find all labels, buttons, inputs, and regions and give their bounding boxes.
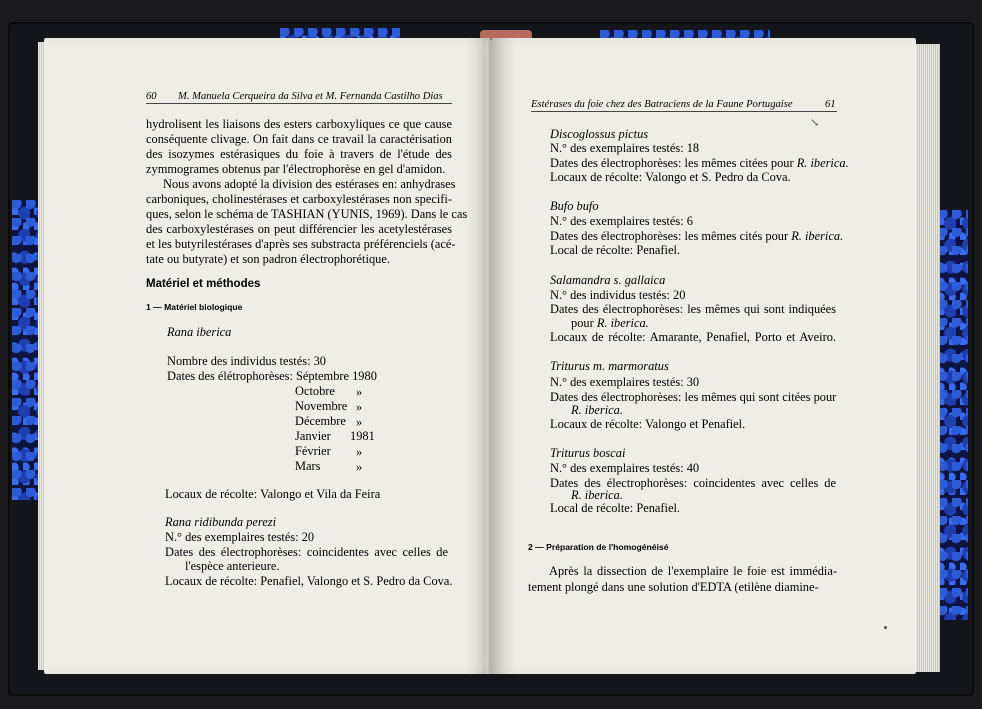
marbled-edge-right [938,210,968,620]
intro-line-1: hydrolisent les liaisons des esters carboxyliques ce que cause [146,117,452,131]
ink-mark: ↘ [810,117,820,129]
species-individuals: N.° des exemplaires testés: 6 [550,214,693,228]
species-dates: Dates des électrophorèses: coincidentes avec celles de [550,476,836,490]
species-dates: Dates des électrophorèses: les mêmes cités pour R. iberica. [550,229,844,243]
month-mark: » [356,400,363,414]
species-locality: Locaux de récolte: Valongo et Penafiel. [550,417,746,431]
species-individuals: N.° des exemplaires testés: 20 [165,530,315,544]
species-locality: Locaux de récolte: Valongo et S. Pedro da Cova. [550,170,791,184]
left-page-number: 60 [146,91,157,102]
page-block-right [914,44,940,672]
month-label: Mars [295,459,321,473]
species-locality: Locaux de récolte: Valongo et Vila da Feira [165,487,381,501]
species-dates-cont: pour R. iberica. [571,316,649,330]
species-dates: Dates des électrophorèses: les mêmes qui sont indiquées [550,302,836,316]
species-locality: Local de récolte: Penafiel. [550,243,681,257]
subsection-heading-1: 1 — Matériel biologique [146,302,243,312]
right-running-title: Estérases du foie chez des Batraciens de la Faune Portugaise [531,99,793,110]
species-locality: Local de récolte: Penafiel. [550,501,681,515]
species-name: Triturus m. marmoratus [550,359,669,373]
month-mark: » [356,445,363,459]
intro-line-3: des isozymes estérasiques du foie à travers de l'étude des [146,147,452,161]
species-locality: Locaux de récolte: Penafiel, Valongo et S. Pedro da Cova. [165,574,453,588]
month-label: Janvier [295,429,331,443]
intro-line-4: zymmogrames obtenus par l'électrophorèse en gel d'amidon. [146,162,446,176]
species-dates: Dates des électrophorèses: coincidentes avec celles de [165,545,448,559]
species-individuals: N.° des exemplaires testés: 18 [550,141,700,155]
closing-line-1: Après la dissection de l'exemplaire le foie est immédia- [549,564,837,578]
species-dates-cont: l'espèce anterieure. [185,559,280,573]
ink-dot [884,626,887,629]
month-mark: » [356,460,363,474]
species-name: Rana ridibunda perezi [165,515,277,529]
left-header-rule [146,103,452,104]
right-header-rule [531,111,837,112]
para2-line-4: des carboxylestérases on peut différencier les acetylestérases [146,222,452,236]
species-name: Discoglossus pictus [550,127,649,141]
subsection-heading-2: 2 — Préparation de l'homogénéisé [528,542,669,552]
species-name: Bufo bufo [550,199,599,213]
species-dates: Dates des élétrophorèses: Séptembre 1980 [167,369,377,383]
left-running-title: M. Manuela Cerqueira da Silva et M. Fernanda Castilho Dias [178,91,443,102]
month-label: Octobre [295,384,335,398]
species-name: Triturus boscai [550,446,626,460]
species-individuals: N.° des exemplaires testés: 40 [550,461,700,475]
species-locality: Locaux de récolte: Amarante, Penafiel, Porto et Aveiro. [550,330,836,344]
species-dates-cont: R. iberica. [571,403,623,417]
para2-line-1: Nous avons adopté la division des estérases en: anhydrases [163,177,456,191]
species-individuals: N.° des individus testés: 20 [550,288,686,302]
right-page-number: 61 [825,99,836,110]
para2-line-3: ques, selon le schéma de TASHIAN (YUNIS, 1969). Dans le cas [146,207,468,221]
month-label: Novembre [295,399,348,413]
month-label: Décembre [295,414,346,428]
month-label: Février [295,444,331,458]
para2-line-2: carboniques, cholinestérases et carboxylestérases non specifi- [146,192,452,206]
species-name: Rana iberica [167,325,232,339]
closing-line-2: tement plongé dans une solution d'EDTA (etilène diamine- [528,580,819,594]
para2-line-5: et les butyrilestérases d'après ses substracta préférenciels (acé- [146,237,456,251]
species-dates: Dates des électrophorèses: les mêmes citées pour R. iberica. [550,156,849,170]
para2-line-6: tate ou butyrate) et son padron électrophorétique. [146,252,390,266]
section-heading: Matériel et méthodes [146,278,261,290]
species-dates: Dates des électrophorèses: les mêmes qui sont citées pour [550,390,837,404]
month-mark: 1981 [350,429,375,443]
species-individuals: N.° des exemplaires testés: 30 [550,375,700,389]
species-individuals: Nombre des individus testés: 30 [167,354,326,368]
species-dates-cont: R. iberica. [571,488,623,502]
month-mark: » [356,415,363,429]
species-name: Salamandra s. gallaica [550,273,666,287]
intro-line-2: conséquente clivage. On fait dans ce travail la caractérisation [146,132,452,146]
month-mark: » [356,385,363,399]
